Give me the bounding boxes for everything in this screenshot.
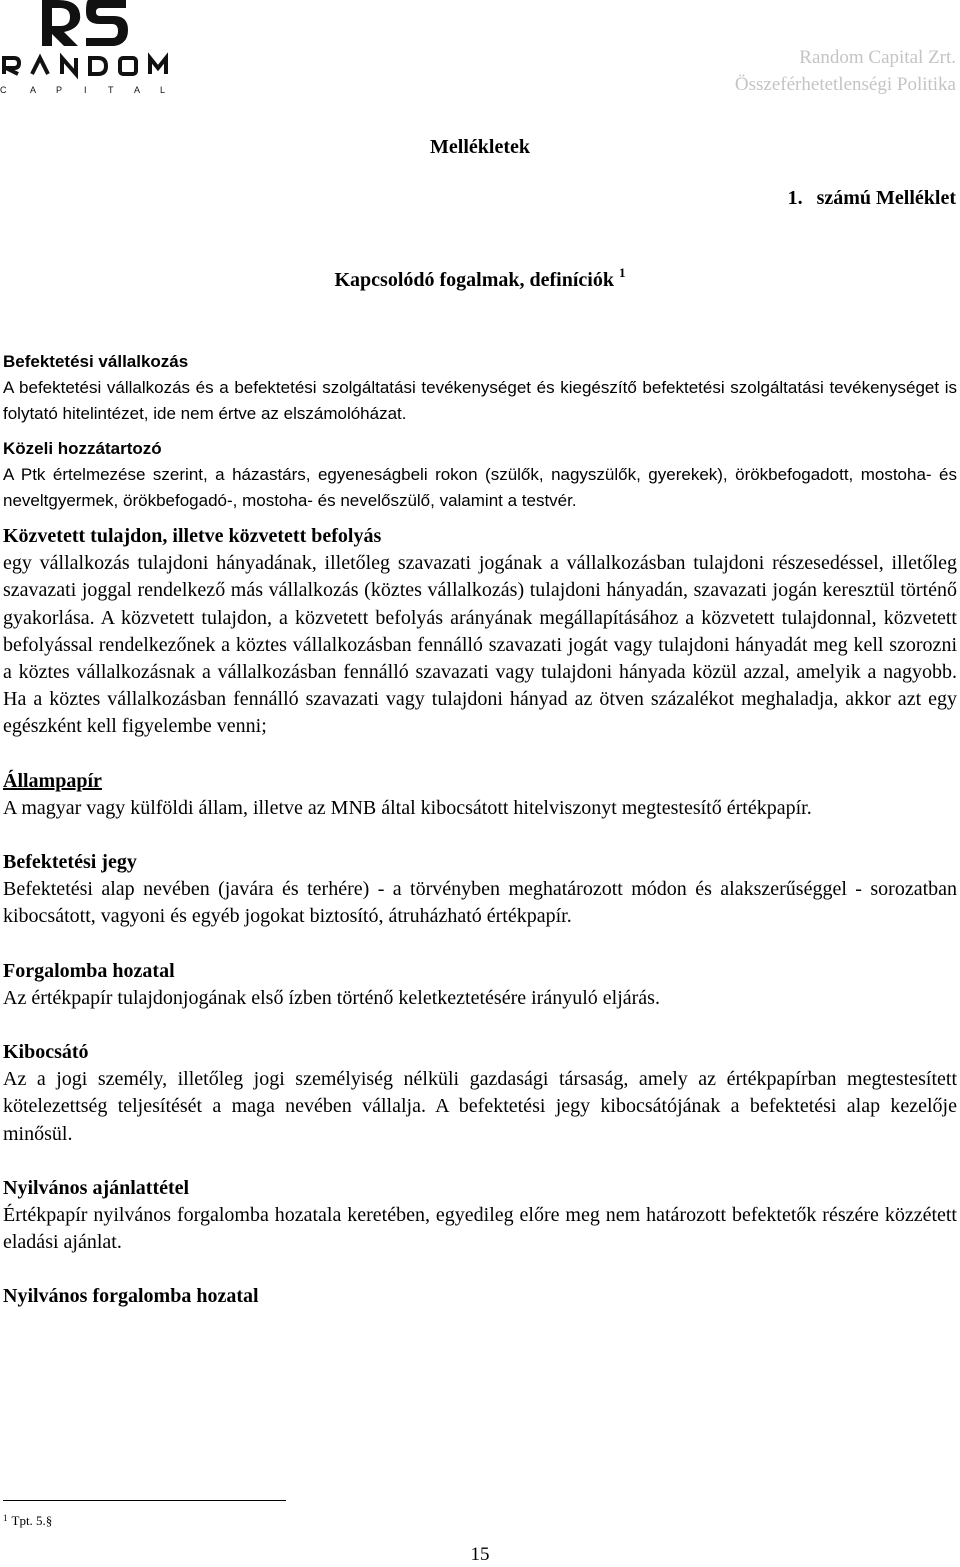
definition-item xyxy=(3,349,957,427)
svg-text:P: P xyxy=(56,85,63,95)
page-number: 15 xyxy=(470,1544,490,1565)
definition-text: A Ptk értelmezése szerint, a házastárs, egyeneságbeli rokon (szülők, nagyszülők, gyerekek), örökbefogadott, mostoha- és neveltgyermek, örökbefogadó-, mostoha- és nevelőszülő, valamint a testvér. xyxy=(3,465,957,510)
definition-term: Közvetett tulajdon, illetve közvetett befolyás xyxy=(3,525,382,547)
definition-text: Az a jogi személy, illetőleg jogi személyiség nélküli gazdasági társaság, amely az értékpapírban megtestesített kötelezettség teljesítését a maga nevében vállalja. A befektetési jegy kibocsátójának a befektetési alap kezelője minősül. xyxy=(3,1068,957,1145)
definition-item xyxy=(3,523,957,741)
annex-label: számú Melléklet xyxy=(816,187,956,209)
page-header xyxy=(735,44,956,98)
definition-item xyxy=(3,436,957,514)
definition-term: Befektetési jegy xyxy=(3,851,137,874)
section-title xyxy=(0,267,960,293)
definition-item xyxy=(3,1039,957,1148)
definition-term: Állampapír xyxy=(3,769,102,792)
svg-text:I: I xyxy=(84,85,87,95)
footnote-number: 1 xyxy=(3,1513,8,1523)
annex-heading xyxy=(788,185,956,211)
definition-term: Közeli hozzátartozó xyxy=(3,439,162,458)
definition-item xyxy=(3,958,957,1012)
definition-term: Kibocsátó xyxy=(3,1041,89,1064)
definition-item xyxy=(3,1283,957,1310)
footnote xyxy=(3,1512,52,1530)
svg-text:L: L xyxy=(160,85,166,95)
document-title: Mellékletek xyxy=(430,136,530,158)
definition-text: Befektetési alap nevében (javára és terhére) - a törvényben meghatározott módon és alakszerűséggel - sorozatban kibocsátott, vagyoni és egyéb jogokat biztosító, átruházható értékpapír. xyxy=(3,878,957,928)
section-title-text: Kapcsolódó fogalmak, definíciók xyxy=(334,269,614,291)
logo-graphic xyxy=(0,0,170,96)
footnote-separator xyxy=(3,1500,286,1501)
definition-item xyxy=(3,768,957,822)
definition-term: Nyilvános forgalomba hozatal xyxy=(3,1285,259,1308)
header-document: Összeférhetetlenségi Politika xyxy=(734,74,956,95)
svg-text:A: A xyxy=(134,85,141,95)
footnote-ref: 1 xyxy=(618,265,626,280)
definition-text: Értékpapír nyilvános forgalomba hozatala keretében, egyedileg előre meg nem határozott befektetők részére közzétett eladási ajánlat. xyxy=(3,1204,957,1254)
header-company: Random Capital Zrt. xyxy=(799,47,956,68)
random-capital-logo xyxy=(0,0,170,96)
annex-number: 1. xyxy=(787,187,803,209)
definition-term: Nyilvános ajánlattétel xyxy=(3,1176,190,1199)
definition-item xyxy=(3,1175,957,1257)
definition-text: A magyar vagy külföldi állam, illetve az MNB által kibocsátott hitelviszonyt megtestesítő értékpapír. xyxy=(3,796,812,819)
definition-term: Forgalomba hozatal xyxy=(3,959,175,982)
definition-item xyxy=(3,849,957,931)
definition-text: Az értékpapír tulajdonjogának első ízben történő keletkeztetésére irányuló eljárás. xyxy=(3,986,660,1009)
definition-term: Befektetési vállalkozás xyxy=(3,352,189,371)
svg-text:C: C xyxy=(0,85,7,95)
definition-text: egy vállalkozás tulajdoni hányadának, illetőleg szavazati jogának a vállalkozásban tulajdoni részesedéssel, illetőleg szavazati joggal rendelkező más vállalkozás (köztes vállalkozás) tulajdoni hányadán, szavazati jogán keresztül történő gyakorlása. A közvetett tulajdon, a közvetett befolyás arányának megállapításához a közvetett tulajdonnal, közvetett befolyással rendelkezőnek a köztes vállalkozásban fennálló szavazati jogát vagy tulajdoni hányadát meg kell szorozni a köztes vállalkozásnak a vállalkozásban fennálló szavazati vagy tulajdoni hányada közül azzal, amelyik a nagyobb. Ha a köztes vállalkozásban fennálló szavazati vagy tulajdoni hányad az ötven százalékot meghaladja, akkor azt egy egészként kell figyelembe venni; xyxy=(3,552,957,738)
definition-text: A befektetési vállalkozás és a befektetési szolgáltatási tevékenységet és kiegészítő befektetési szolgáltatási tevékenységet is folytató hitelintézet, ide nem értve az elszámolóházat. xyxy=(3,378,957,423)
footnote-text: Tpt. 5.§ xyxy=(11,1513,53,1528)
svg-text:T: T xyxy=(108,85,114,95)
svg-text:A: A xyxy=(30,85,37,95)
definitions-list xyxy=(3,349,957,1311)
